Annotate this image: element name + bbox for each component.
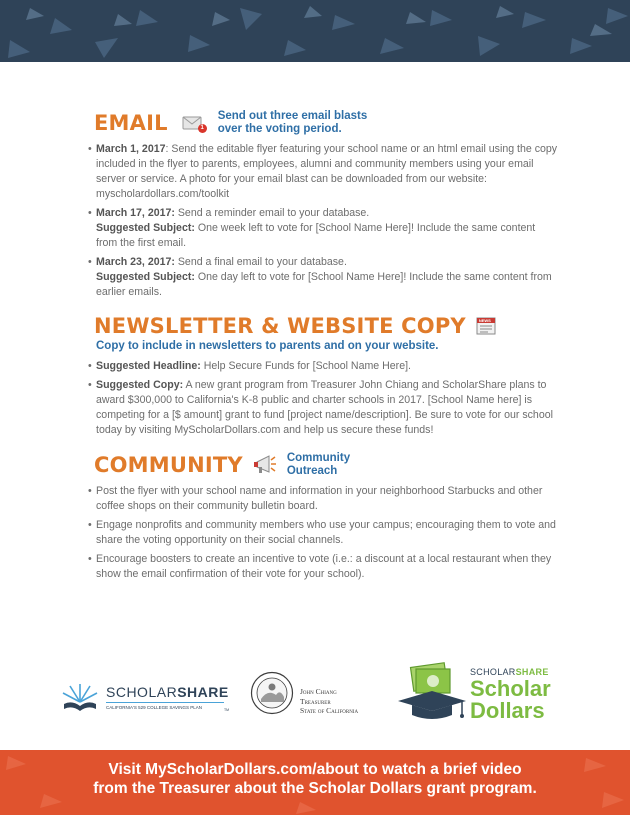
email-section-header — [94, 110, 558, 136]
list-item: • March 23, 2017: Send a final email to your database. Suggested Subject: One day left to vote for [School Name Here]! Include the same content from earlier emails. — [88, 255, 558, 300]
newspaper-icon: NEWS — [476, 317, 496, 335]
email-title: EMAIL — [94, 111, 168, 135]
notification-badge: 1 — [198, 124, 207, 133]
community-subhead: Community Outreach — [286, 452, 351, 477]
community-section-header — [94, 452, 558, 478]
email-list — [88, 142, 558, 300]
community-list — [88, 484, 558, 582]
list-item: • Engage nonprofits and community members who use your campus; encouraging them to vote and share the voting opportunity on their social channels. — [88, 518, 558, 548]
list-item: • Post the flyer with your school name and information in your neighborhood Starbucks and other coffee shops on their community bulletin board. — [88, 484, 558, 514]
list-item: • March 1, 2017: Send the editable flyer featuring your school name or an html email using the copy included in the flyer to parents, employees, alumni and community members using your email server or service. A photo for your email blast can be downloaded from our website: myscholardollars.com/toolkit — [88, 142, 558, 202]
state-seal-icon — [250, 671, 294, 715]
footer-cta: Visit MyScholarDollars.com/about to watch a brief video from the Treasurer about the Scholar Dollars grant program. — [93, 761, 537, 797]
email-subhead: Send out three email blasts over the voting period. — [217, 110, 368, 135]
newsletter-title: NEWSLETTER & WEBSITE COPY — [94, 314, 466, 338]
envelope-icon — [182, 115, 204, 131]
list-item: • March 17, 2017: Send a reminder email to your database. Suggested Subject: One week left to vote for [School Name Here]! Include the same content from the first email. — [88, 206, 558, 251]
list-item: • Suggested Headline: Help Secure Funds for [School Name Here]. — [88, 359, 558, 374]
footer-banner — [0, 750, 630, 815]
content — [88, 110, 558, 586]
newsletter-list — [88, 359, 558, 438]
top-banner — [0, 0, 630, 62]
newsletter-subhead: Copy to include in newsletters to parents and on your website. — [96, 340, 439, 352]
triangle-pattern — [0, 0, 630, 62]
newsletter-section-header — [94, 314, 558, 338]
book-sunburst-icon — [60, 682, 100, 712]
scholarshare-logo: SCHOLARSHARE CALIFORNIA'S 529 COLLEGE SAVINGS PLAN TM — [60, 680, 240, 725]
logos-row — [0, 655, 630, 735]
scholar-dollars-logo: SCHOLARSHARE Scholar Dollars — [396, 659, 566, 731]
list-item: • Suggested Copy: A new grant program from Treasurer John Chiang and ScholarShare plans to award $300,000 to California's K-8 public and charter schools in 2017. [School Name here] is competing for a [$ amount] grant to fund [project name/description]. Be sure to vote for our school today by visiting MyScholarDollars.com and help us secure these funds! — [88, 378, 558, 438]
list-item: • Encourage boosters to create an incentive to vote (i.e.: a discount at a local restaurant when they show the email confirmation of their vote for your school). — [88, 552, 558, 582]
treasurer-seal-logo: John Chiang Treasurer State of California — [250, 667, 390, 727]
community-title: COMMUNITY — [94, 453, 243, 477]
graduation-cap-money-icon — [396, 661, 468, 729]
megaphone-icon — [253, 454, 277, 476]
